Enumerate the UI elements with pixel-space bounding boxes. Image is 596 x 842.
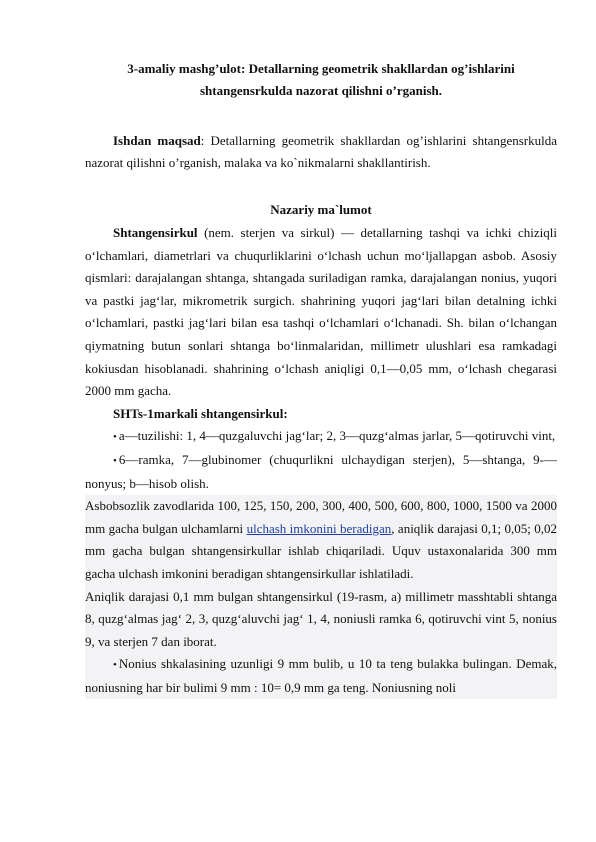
list-item-text: a—tuzilishi: 1, 4—quzgaluvchi jag‘lar; 2, 3—quzg‘almas jarlar, 5—qotiruvchi vint, xyxy=(118,428,556,444)
production-text-before: Asbobsozlik zavodlarida 100, 125, 150, 200, 300, 400, 500, 600, 800, 1000, 1500 va 2000 mm gacha bulgan ulchamlarni xyxy=(85,498,557,536)
document-title xyxy=(85,58,557,102)
paragraph-production xyxy=(85,495,557,585)
paragraph-precision: Aniqlik darajasi 0,1 mm bulgan shtangensirkul (19-rasm, a) millimetr masshtabli shtanga 8, quzg‘almas jag‘ 2, 3, quzg‘aluvchi jag‘ 1, 4, noniusli ramka 6, qotiruvchi vint 5, nonius 9, va sterjen 7 dan iborat. xyxy=(85,586,557,654)
body-text xyxy=(85,222,557,699)
list-item xyxy=(85,425,557,449)
list-item-text: Nonius shkalasining uzunligi 9 mm bulib, u 10 ta teng bulakka bulingan. Demak, noniusning har bir bulimi 9 mm : 10= 0,9 mm ga teng. Noniusning noli xyxy=(85,656,557,695)
list-item xyxy=(85,449,557,495)
goal-label: Ishdan maqsad xyxy=(113,133,201,148)
goal-text: : Detallarning geometrik shakllardan og’ishlarini shtangensrkulda nazorat qilishni o’rganish, malaka va ko`nikmalarni shakllantirish. xyxy=(85,133,557,170)
production-text-after: , aniqlik darajasi 0,1; 0,05; 0,02 mm gacha bulgan shtangensirkullar ishlab chiqariladi. Uquv ustaxonalarida 300 mm gacha ulchash imkonini beradigan shtangensirkullar ishlatiladi. xyxy=(85,520,557,581)
goal-paragraph xyxy=(85,130,557,174)
inline-link[interactable]: ulchash imkonini beradigan xyxy=(246,520,392,536)
title-line-2: shtangensrkulda nazorat qilishni o’rganish. xyxy=(199,83,442,98)
subheading: SHTs-1markali shtangensirkul: xyxy=(113,405,288,421)
list-item xyxy=(85,653,557,699)
list-item-text: 6—ramka, 7—glubinomer (chuqurlikni ulchaydigan sterjen), 5—shtanga, 9-— nonyus; b—hisob olish. xyxy=(85,451,557,491)
section-heading: Nazariy ma`lumot xyxy=(270,202,372,217)
term-shtangensirkul: Shtangensirkul xyxy=(113,225,198,240)
title-line-1: 3-amaliy mashg’ulot: Detallarning geometrik shakllardan og’ishlarini xyxy=(127,61,515,76)
definition-text: (nem. sterjen va sirkul) — detallarning tashqi va ichki chiziqli o‘lchamlari, diametrlari va chuqurliklarini o‘lchash uchun mo‘ljallapgan asbob. Asosiy qismlari: darajalangan shtanga, shtangada suriladigan ramka, darajalangan nonius, yuqori va pastki jag‘lar, mikrometrik surgich. shahrining yuqori jag‘lari bilan detalning ichki o‘lchamlari, pastki jag‘lari bilan esa tashqi o‘lchamlari o‘lchanadi. Sh. bilan o‘lchangan qiymatning butun sonlari shtanga bo‘linmalaridan, millimetr ulushlari esa ramkadagi kokiusdan hisoblanadi. shahrining o‘lchash aniqligi 0,1—0,05 mm, o‘lchash chegarasi 2000 mm gacha. xyxy=(85,225,557,399)
paragraph-definition xyxy=(85,222,557,403)
